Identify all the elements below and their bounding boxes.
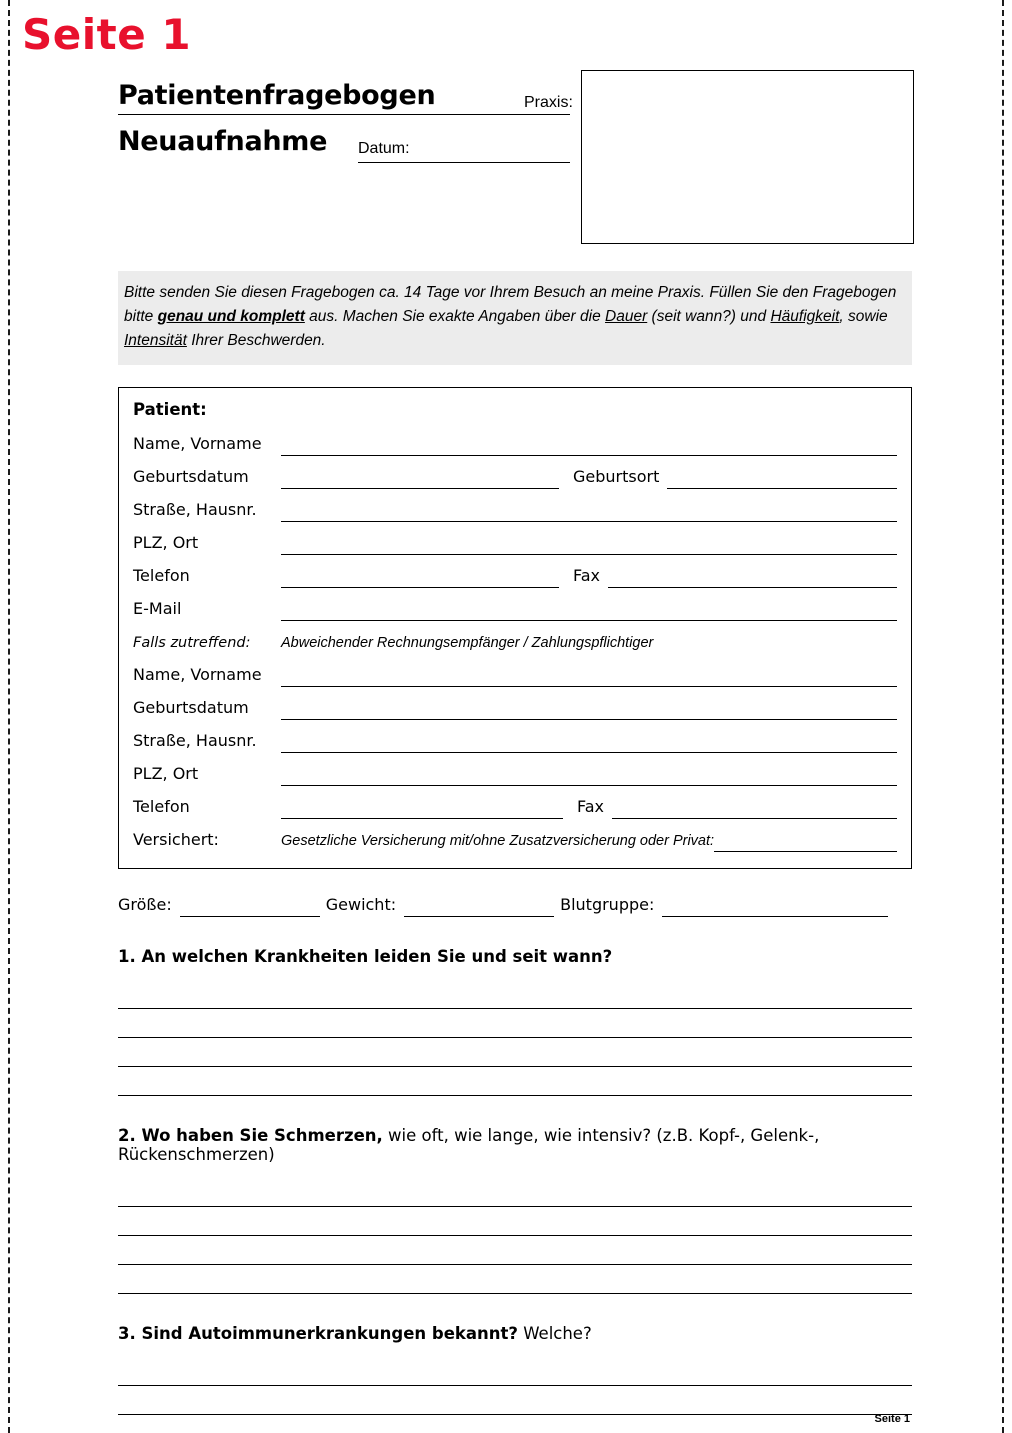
question-2-bold: 2. Wo haben Sie Schmerzen,	[118, 1126, 383, 1146]
input-telefon-alt[interactable]	[281, 796, 563, 819]
input-email[interactable]	[281, 598, 897, 621]
question-1	[118, 947, 912, 1096]
field-row-strasse	[133, 489, 897, 522]
field-row-telefon	[133, 555, 897, 588]
footer-page-number: Seite 1	[874, 1413, 910, 1425]
question-1-bold: 1. An welchen Krankheiten leiden Sie und seit wann?	[118, 947, 613, 967]
praxis-label: Praxis:	[524, 94, 573, 111]
label-geburtsort: Geburtsort	[573, 467, 660, 487]
answer-line[interactable]	[118, 1236, 912, 1265]
intro-note	[118, 271, 912, 365]
question-2-text	[118, 1126, 912, 1164]
field-row-plz-ort	[133, 522, 897, 555]
question-2-answer	[118, 1178, 912, 1294]
field-row-email	[133, 588, 897, 621]
question-1-answer	[118, 980, 912, 1096]
label-fax: Fax	[573, 566, 601, 586]
label-telefon-alt: Telefon	[133, 797, 190, 817]
label-groesse: Größe:	[118, 895, 172, 915]
answer-line[interactable]	[118, 1357, 912, 1386]
label-abweichender-empfaenger: Abweichender Rechnungsempfänger / Zahlungspflichtiger	[281, 635, 654, 652]
intro-part-3: (seit wann?) und	[647, 308, 771, 326]
measures-row	[118, 887, 912, 917]
crop-mark-left	[8, 0, 10, 1433]
input-plz-ort-alt[interactable]	[281, 763, 897, 786]
crop-mark-right	[1002, 0, 1004, 1433]
input-gewicht[interactable]	[404, 896, 554, 917]
field-row-telefon-alt	[133, 786, 897, 819]
question-1-text	[118, 947, 912, 966]
intro-underline-2: Dauer	[605, 308, 648, 326]
input-strasse-alt[interactable]	[281, 730, 897, 753]
label-gewicht: Gewicht:	[325, 895, 397, 915]
title-divider	[118, 114, 570, 115]
field-row-name-alt	[133, 654, 897, 687]
praxis-stamp-box[interactable]	[581, 70, 914, 244]
page-badge: Seite 1	[22, 10, 192, 59]
field-row-name	[133, 423, 897, 456]
input-groesse[interactable]	[180, 896, 320, 917]
intro-part-2: aus. Machen Sie exakte Angaben über die	[304, 308, 606, 326]
datum-input-line[interactable]	[358, 162, 570, 163]
label-fax-alt: Fax	[577, 797, 605, 817]
label-blutgruppe: Blutgruppe:	[560, 895, 655, 915]
input-fax-alt[interactable]	[612, 796, 897, 819]
field-row-geburtsdatum	[133, 456, 897, 489]
answer-line[interactable]	[118, 1415, 912, 1433]
question-2	[118, 1126, 912, 1294]
label-strasse-alt: Straße, Hausnr.	[133, 731, 257, 751]
answer-line[interactable]	[118, 1386, 912, 1415]
intro-underline-3: Häufigkeit	[770, 308, 840, 326]
label-falls-zutreffend: Falls zutreffend:	[133, 635, 251, 652]
answer-line[interactable]	[118, 1178, 912, 1207]
label-strasse: Straße, Hausnr.	[133, 500, 257, 520]
answer-line[interactable]	[118, 1207, 912, 1236]
intro-part-1: Bitte senden Sie diesen Fragebogen ca. 14 Tage vor Ihrem Besuch an meine Praxis. Füllen Sie den Fragebogen bitte	[124, 284, 897, 326]
input-geburtsdatum-alt[interactable]	[281, 697, 897, 720]
datum-label: Datum:	[358, 140, 410, 157]
label-plz-ort: PLZ, Ort	[133, 533, 199, 553]
input-plz-ort[interactable]	[281, 532, 897, 555]
input-strasse[interactable]	[281, 499, 897, 522]
intro-underline-1: genau und komplett	[157, 308, 305, 326]
label-versichert-note: Gesetzliche Versicherung mit/ohne Zusatzversicherung oder Privat:	[281, 833, 715, 850]
field-row-geburtsdatum-alt	[133, 687, 897, 720]
form-title-secondary: Neuaufnahme	[118, 126, 328, 157]
form-header	[118, 70, 912, 255]
answer-line[interactable]	[118, 1009, 912, 1038]
input-name[interactable]	[281, 433, 897, 456]
input-versichert[interactable]	[714, 829, 897, 852]
label-versichert: Versichert:	[133, 830, 219, 850]
question-3-text	[118, 1324, 912, 1343]
answer-line[interactable]	[118, 1265, 912, 1294]
field-row-plz-ort-alt	[133, 753, 897, 786]
question-2-rest: wie oft, wie lange, wie intensiv? (z.B. Kopf-, Gelenk-, Rückenschmerzen)	[118, 1126, 820, 1165]
question-3-answer	[118, 1357, 912, 1433]
form-title-primary: Patientenfragebogen	[118, 80, 436, 111]
label-name-alt: Name, Vorname	[133, 665, 262, 685]
field-row-versichert	[133, 819, 897, 852]
intro-part-5: Ihrer Beschwerden.	[186, 332, 326, 350]
label-name: Name, Vorname	[133, 434, 262, 454]
input-geburtsdatum[interactable]	[281, 466, 559, 489]
field-row-strasse-alt	[133, 720, 897, 753]
patient-section	[118, 387, 912, 869]
label-plz-ort-alt: PLZ, Ort	[133, 764, 199, 784]
intro-underline-4: Intensität	[124, 332, 187, 350]
input-geburtsort[interactable]	[667, 466, 897, 489]
label-geburtsdatum: Geburtsdatum	[133, 467, 249, 487]
question-3-bold: 3. Sind Autoimmunerkrankungen bekannt?	[118, 1324, 518, 1344]
document-content	[118, 70, 912, 1433]
answer-line[interactable]	[118, 980, 912, 1009]
label-telefon: Telefon	[133, 566, 190, 586]
input-telefon[interactable]	[281, 565, 559, 588]
input-name-alt[interactable]	[281, 664, 897, 687]
input-blutgruppe[interactable]	[662, 896, 888, 917]
question-3-rest: Welche?	[517, 1324, 592, 1344]
question-3	[118, 1324, 912, 1433]
label-geburtsdatum-alt: Geburtsdatum	[133, 698, 249, 718]
field-row-falls-zutreffend	[133, 621, 897, 654]
input-fax[interactable]	[608, 565, 897, 588]
patient-section-title: Patient:	[133, 400, 207, 420]
label-email: E-Mail	[133, 599, 182, 619]
answer-line[interactable]	[118, 1038, 912, 1067]
answer-line[interactable]	[118, 1067, 912, 1096]
intro-part-4: , sowie	[839, 308, 888, 326]
